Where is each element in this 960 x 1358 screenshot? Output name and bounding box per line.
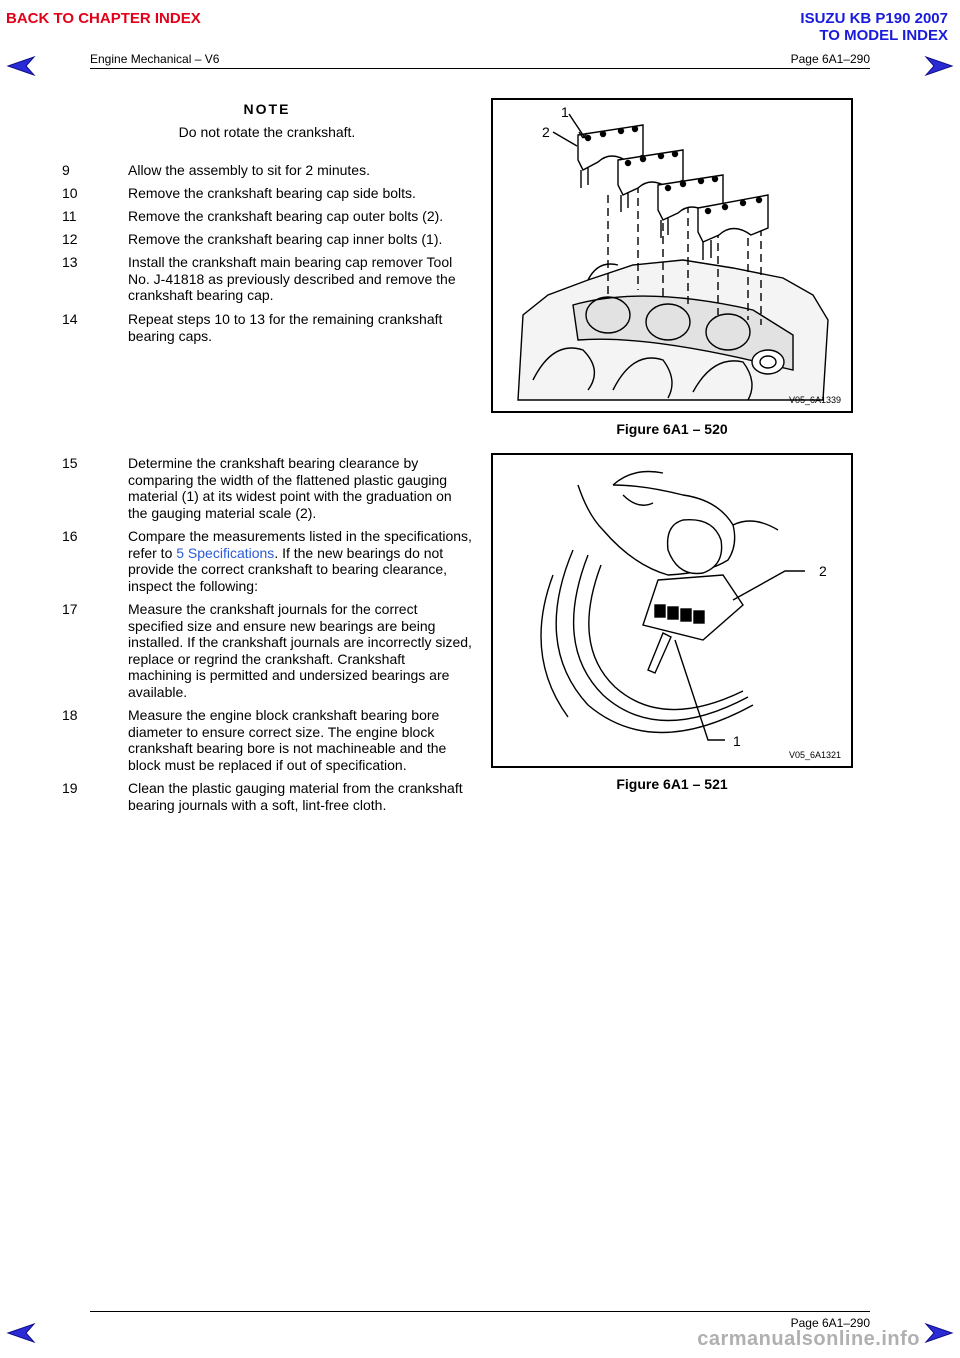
previous-page-arrow-icon[interactable] [6,55,36,77]
step-text: Install the crankshaft main bearing cap remover Tool No. J-41818 as previously described and remove the crankshaft bearing cap. [128,254,456,303]
step-number: 11 [62,208,77,224]
note-title: NOTE [243,101,291,117]
plastic-gauge-measurement-illustration [493,455,851,766]
step-text: Repeat steps 10 to 13 for the remaining crankshaft bearing caps. [128,311,443,344]
model-title: ISUZU KB P190 2007 [800,10,948,27]
step-text: Remove the crankshaft bearing cap side bolts. [128,185,416,201]
step-item [62,780,472,813]
step-text: Allow the assembly to sit for 2 minutes. [128,162,370,178]
figure-520-caption: Figure 6A1 – 520 [616,421,728,437]
step-text: Clean the plastic gauging material from the crankshaft bearing journals with a soft, lint-free cloth. [128,780,463,813]
step-text: Remove the crankshaft bearing cap inner bolts (1). [128,231,443,247]
watermark-text: carmanualsonline.info [697,1328,920,1350]
previous-page-arrow-icon[interactable] [6,1322,36,1344]
header-page-number: Page 6A1–290 [790,52,870,66]
step-item [62,707,472,773]
crankshaft-bearing-caps-illustration [493,100,851,411]
step-number: 17 [62,601,78,617]
step-number: 16 [62,528,78,544]
figure-521-callout-1: 1 [733,733,741,749]
step-item [62,208,472,225]
step-text-part: . If the new bearings do not provide the correct crankshaft to bearing clearance, inspect the following: [128,544,448,594]
step-item [62,254,472,304]
figure-521-code: V05_6A1321 [788,750,841,760]
to-model-index-link[interactable] [800,10,948,44]
step-number: 13 [62,254,78,270]
step-item [62,601,472,700]
next-page-arrow-icon[interactable] [924,55,954,77]
step-item [62,162,472,179]
step-text: Measure the engine block crankshaft bearing bore diameter to ensure correct size. The engine block crankshaft bearing bore is not machineable and the block must be replaced if out of specification. [128,707,447,773]
figure-521-caption: Figure 6A1 – 521 [616,776,728,792]
step-item [62,311,472,344]
step-text-part: Compare the measurements listed in the specifications, refer to [128,528,472,561]
step-text: Measure the crankshaft journals for the correct specified size and ensure new bearings are being installed. If the crankshaft journals are incorrectly sized, replace or regrind the crankshaft. Crankshaft machining is permitted and undersized bearings are available. [128,601,472,700]
step-number: 14 [62,311,78,327]
footer-rule [90,1311,870,1312]
figure-520-frame [491,98,853,413]
step-number: 12 [62,231,78,247]
step-number: 19 [62,780,78,796]
step-number: 10 [62,185,78,201]
step-item [62,455,472,521]
footer-page-number: Page 6A1–290 [790,1316,870,1330]
header-rule [90,68,870,69]
header-section-title: Engine Mechanical – V6 [90,52,220,66]
figure-521-callout-2: 2 [819,563,827,579]
step-text: Remove the crankshaft bearing cap outer bolts (2). [128,208,444,224]
figure-520-callout-1: 1 [561,104,569,120]
specifications-link[interactable]: 5 Specifications [176,544,275,561]
figure-521-frame [491,453,853,768]
to-model-index-label: TO MODEL INDEX [819,27,948,44]
step-number: 18 [62,707,78,723]
step-item [62,231,472,248]
figure-520-callout-2: 2 [542,124,550,140]
note-text: Do not rotate the crankshaft. [178,124,356,140]
back-to-chapter-index-link[interactable]: BACK TO CHAPTER INDEX [6,10,201,27]
next-page-arrow-icon[interactable] [924,1322,954,1344]
step-number: 15 [62,455,78,471]
step-item [62,528,472,594]
figure-520-code: V05_6A1339 [788,395,841,405]
step-text: Determine the crankshaft bearing clearance by comparing the width of the flattened plastic gauging material (1) at its widest point with the graduation on the gauging material scale (2). [128,455,452,521]
step-text [128,528,472,594]
step-number: 9 [62,162,70,178]
step-item [62,185,472,202]
